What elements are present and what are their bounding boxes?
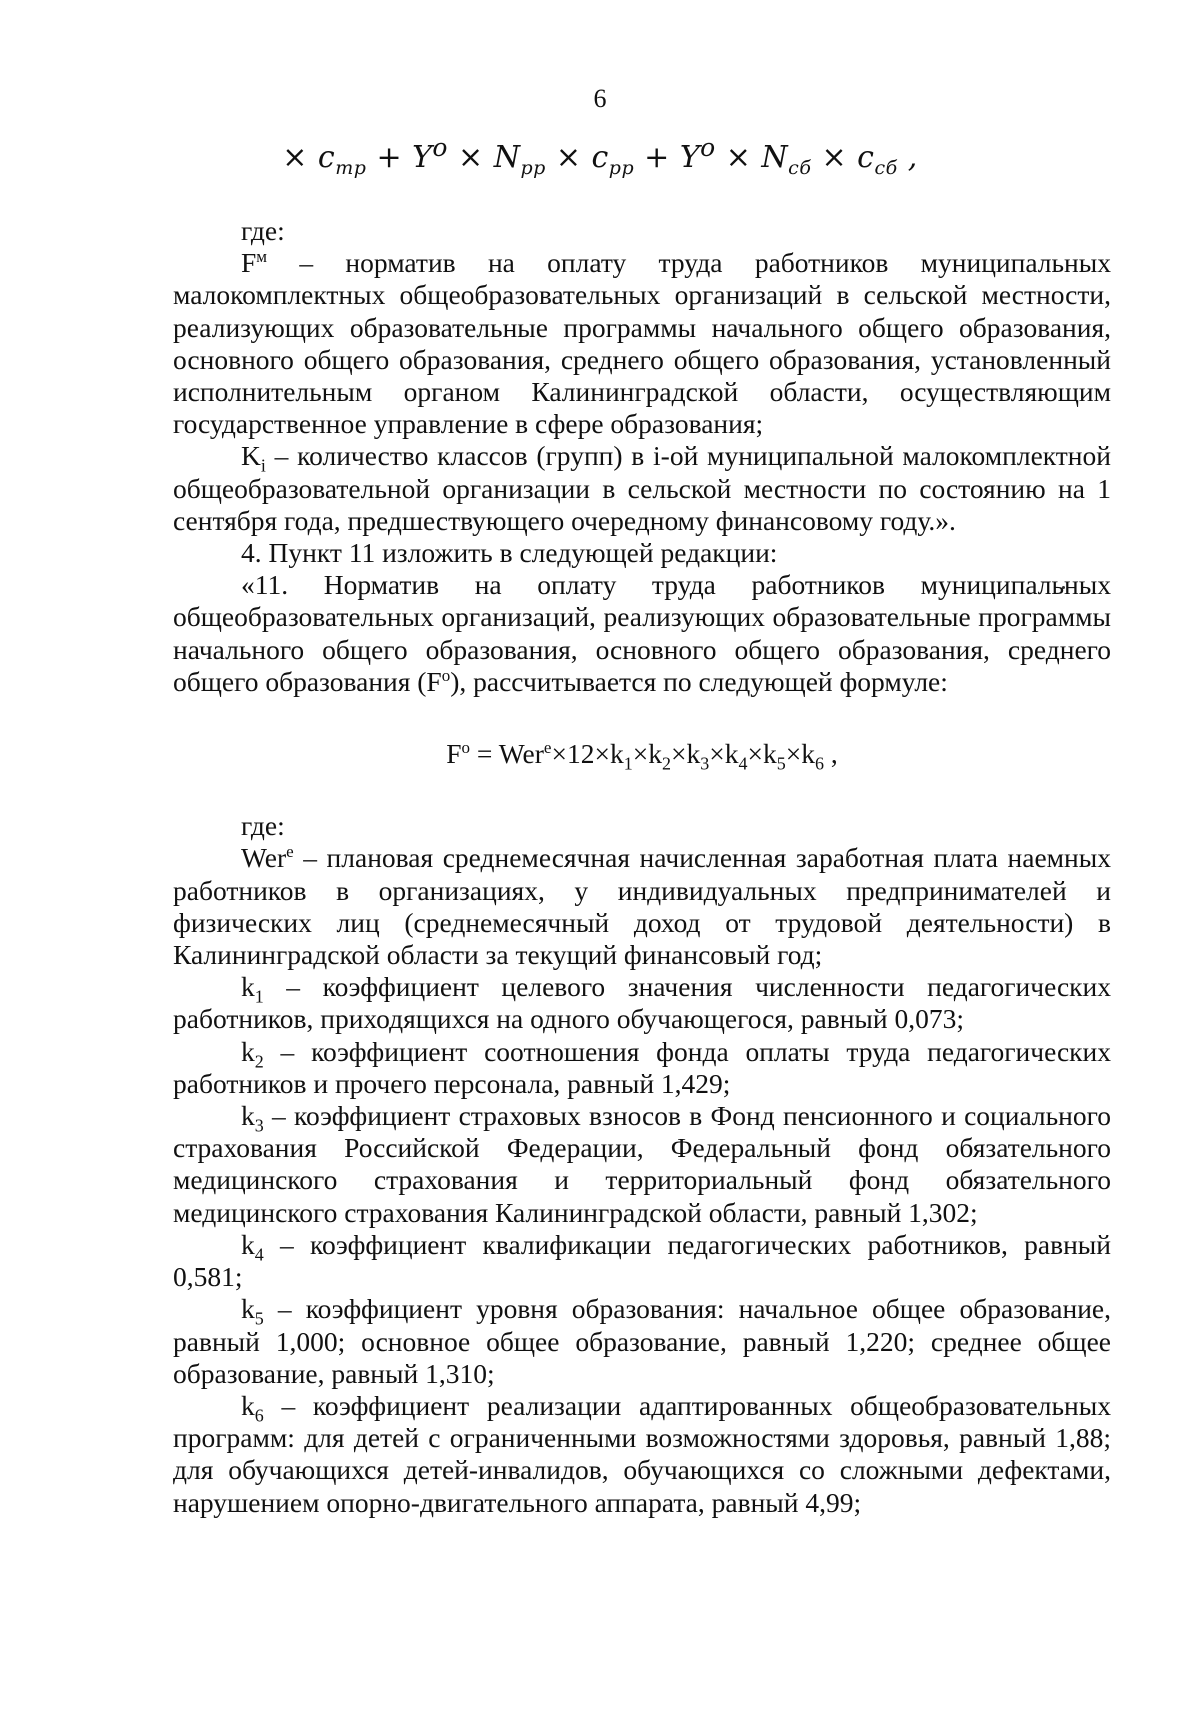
symbol-sub: 2: [254, 1051, 264, 1072]
symbol: k: [241, 1100, 255, 1132]
symbol: k: [241, 1293, 255, 1325]
formula-sub: pp: [608, 157, 635, 179]
definition-k6: [173, 1390, 1111, 1519]
formula-part: × N: [447, 140, 521, 175]
definition-text: – коэффициент целевого значения численности педагогических работников, приходящихся на одного обучающегося, равный 0,073;: [173, 971, 1111, 1035]
k-index: 2: [661, 753, 671, 774]
formula-times: ×k: [747, 738, 777, 770]
symbol-sub: i: [260, 455, 266, 476]
symbol: Wer: [241, 842, 287, 874]
formula-end: ,: [824, 738, 838, 770]
formula-part: × c: [545, 140, 609, 175]
definition-k5: [173, 1293, 1111, 1390]
formula-part: ,: [897, 140, 918, 175]
symbol: k: [241, 1389, 255, 1421]
item-11-end: ), рассчитывается по следующей формуле:: [450, 665, 948, 697]
k-index: 4: [738, 753, 748, 774]
formula-part: + Y: [634, 140, 701, 175]
definition-wer: [173, 842, 1111, 971]
item-11: [173, 569, 1111, 698]
formula-lhs-sup: o: [461, 737, 470, 757]
page-number: 6: [593, 84, 607, 113]
where-label: где:: [241, 215, 285, 246]
definition-text: – коэффициент страховых взносов в Фонд пенсионного и социального страхования Российской Федерации, Федеральный фонд обязательного медицинского страхования и территориальный фонд обязательного медицинского страхования Калининградской области, равный 1,302;: [173, 1100, 1111, 1228]
definition-text: – норматив на оплату труда работников муниципальных малокомплектных общеобразовательных организаций в сельской местности, реализующих образовательные программы начального общего образования, основного общего образования, среднего общего образования, установленный исполнительным органом Калининградской области, осуществляющим государственное управление в сфере образования;: [173, 247, 1111, 440]
formula-eq: = Wer: [470, 738, 544, 770]
formula-sub: сб: [788, 157, 812, 179]
k-index: 3: [700, 753, 710, 774]
symbol: k: [241, 1228, 255, 1260]
definition-k1: [173, 971, 1111, 1035]
where-label: где:: [241, 810, 285, 842]
formula-sub: mp: [335, 157, 367, 179]
symbol: k: [241, 1035, 255, 1067]
definition-fm: [173, 247, 1111, 440]
formula-continuation: [0, 133, 1200, 179]
formula-part: × c: [811, 140, 875, 175]
definition-text: – коэффициент квалификации педагогических работников, равный 0,581;: [173, 1228, 1111, 1293]
formula-sup: o: [432, 133, 448, 162]
item-11-text: «11. Норматив на оплату труда работников муниципальных общеобразовательных организаций, реализующих образовательные программы начального общего образования, основного общего образования, среднего общего образования (F: [173, 569, 1111, 697]
document-body: [173, 215, 1111, 1519]
definition-text: – количество классов (групп) в i-ой муниципальной малокомплектной общеобразовательной организации в сельской местности по состоянию на 1 сентября года, предшествующего очередному финансовому году.».: [173, 440, 1111, 536]
formula-times: ×k: [632, 738, 662, 770]
symbol-sup: м: [256, 247, 268, 267]
definition-ki: [173, 440, 1111, 537]
item-11-sup: o: [441, 665, 451, 685]
symbol: K: [241, 440, 261, 472]
formula-sup: o: [700, 133, 716, 162]
formula-part: × N: [715, 140, 789, 175]
k-index: 1: [623, 753, 633, 774]
item-4: 4. Пункт 11 изложить в следующей редакции:: [241, 537, 778, 569]
symbol-sup: e: [286, 842, 294, 862]
definition-k3: [173, 1100, 1111, 1229]
definition-k2: [173, 1036, 1111, 1100]
symbol-sub: 4: [254, 1244, 264, 1265]
formula-lhs: F: [446, 738, 462, 770]
formula-eq-sup: e: [543, 737, 552, 757]
definition-text: – плановая среднемесячная начисленная заработная плата наемных работников в организациях, у индивидуальных предпринимателей и физических лиц (среднемесячный доход от трудовой деятельности) в Калининградской области за текущий финансовый год;: [173, 842, 1111, 971]
symbol: F: [241, 247, 257, 279]
formula-part: × c: [282, 140, 336, 175]
symbol-sub: 3: [254, 1115, 264, 1136]
formula-mid: ×12×k: [551, 738, 624, 770]
formula-times: ×k: [670, 738, 701, 770]
formula-main: [173, 737, 1111, 774]
symbol-sub: 5: [254, 1308, 264, 1329]
formula-times: ×k: [785, 738, 816, 770]
formula-times: ×k: [709, 738, 739, 770]
formula-sub: сб: [874, 157, 898, 179]
formula-part: + Y: [366, 140, 433, 175]
k-index: 6: [815, 753, 825, 774]
symbol-sub: 1: [254, 986, 264, 1007]
definition-text: – коэффициент соотношения фонда оплаты труда педагогических работников и прочего персонала, равный 1,429;: [173, 1035, 1111, 1099]
formula-sub: pp: [520, 157, 546, 179]
k-index: 5: [776, 753, 786, 774]
definition-text: – коэффициент реализации адаптированных общеобразовательных программ: для детей с ограниченными возможностями здоровья, равный 1,88; для обучающихся детей-инвалидов, обучающихся со сложными дефектами, нарушением опорно-двигательного аппарата, равный 4,99;: [173, 1389, 1111, 1518]
definition-text: – коэффициент уровня образования: начальное общее образование, равный 1,000; основное общее образование, равный 1,220; среднее общее образование, равный 1,310;: [173, 1293, 1111, 1389]
symbol-sub: 6: [254, 1405, 264, 1426]
symbol: k: [241, 971, 255, 1003]
definition-k4: [173, 1229, 1111, 1293]
